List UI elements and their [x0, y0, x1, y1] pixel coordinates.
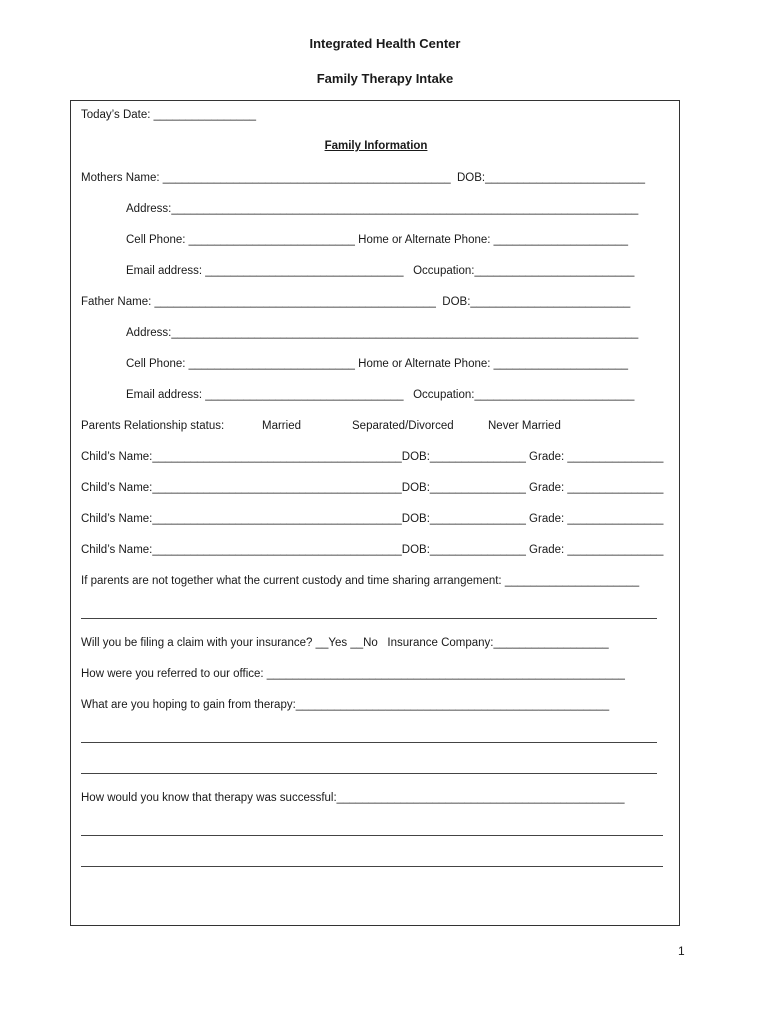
relationship-status-label: Parents Relationship status:: [81, 420, 225, 432]
page-number: 1: [678, 944, 685, 958]
relationship-option-separated[interactable]: Separated/Divorced: [352, 420, 454, 432]
custody-question[interactable]: If parents are not together what the current custody and time sharing arrangement: _____________________: [81, 575, 640, 587]
todays-date-field[interactable]: Today’s Date: ________________: [81, 109, 256, 121]
therapy-goals-question[interactable]: What are you hoping to gain from therapy:_________________________________________________: [81, 699, 610, 711]
form-title: Family Therapy Intake: [316, 71, 454, 86]
father-phone-field[interactable]: Cell Phone: __________________________ Home or Alternate Phone: _____________________: [126, 358, 628, 370]
mother-name-field[interactable]: Mothers Name: _____________________________________________ DOB:_________________________: [81, 172, 646, 184]
section-family-information: Family Information: [324, 140, 428, 152]
mother-address-field[interactable]: Address:_________________________________________________________________________: [126, 203, 639, 215]
father-email-field[interactable]: Email address: _______________________________ Occupation:_________________________: [126, 389, 635, 401]
referral-question[interactable]: How were you referred to our office: ________________________________________________________: [81, 668, 625, 680]
intake-form-box: [70, 100, 680, 926]
father-name-field[interactable]: Father Name: ____________________________________________ DOB:_________________________: [81, 296, 631, 308]
relationship-option-never-married[interactable]: Never Married: [488, 420, 561, 432]
custody-answer-line[interactable]: [81, 618, 657, 619]
child-row[interactable]: Child’s Name:_______________________________________DOB:_______________ Grade: _______________: [81, 544, 664, 556]
organization-title: Integrated Health Center: [309, 36, 461, 51]
success-answer-line[interactable]: [81, 835, 663, 836]
mother-phone-field[interactable]: Cell Phone: __________________________ Home or Alternate Phone: _____________________: [126, 234, 628, 246]
child-row[interactable]: Child’s Name:_______________________________________DOB:_______________ Grade: _______________: [81, 482, 664, 494]
therapy-goals-answer-line[interactable]: [81, 742, 657, 743]
therapy-goals-answer-line[interactable]: [81, 773, 657, 774]
child-row[interactable]: Child’s Name:_______________________________________DOB:_______________ Grade: _______________: [81, 513, 664, 525]
insurance-question[interactable]: Will you be filing a claim with your insurance? __Yes __No Insurance Company:__________________: [81, 637, 609, 649]
father-address-field[interactable]: Address:_________________________________________________________________________: [126, 327, 639, 339]
child-row[interactable]: Child’s Name:_______________________________________DOB:_______________ Grade: _______________: [81, 451, 664, 463]
mother-email-field[interactable]: Email address: _______________________________ Occupation:_________________________: [126, 265, 635, 277]
success-question[interactable]: How would you know that therapy was successful:_____________________________________________: [81, 792, 625, 804]
success-answer-line[interactable]: [81, 866, 663, 867]
relationship-option-married[interactable]: Married: [262, 420, 301, 432]
